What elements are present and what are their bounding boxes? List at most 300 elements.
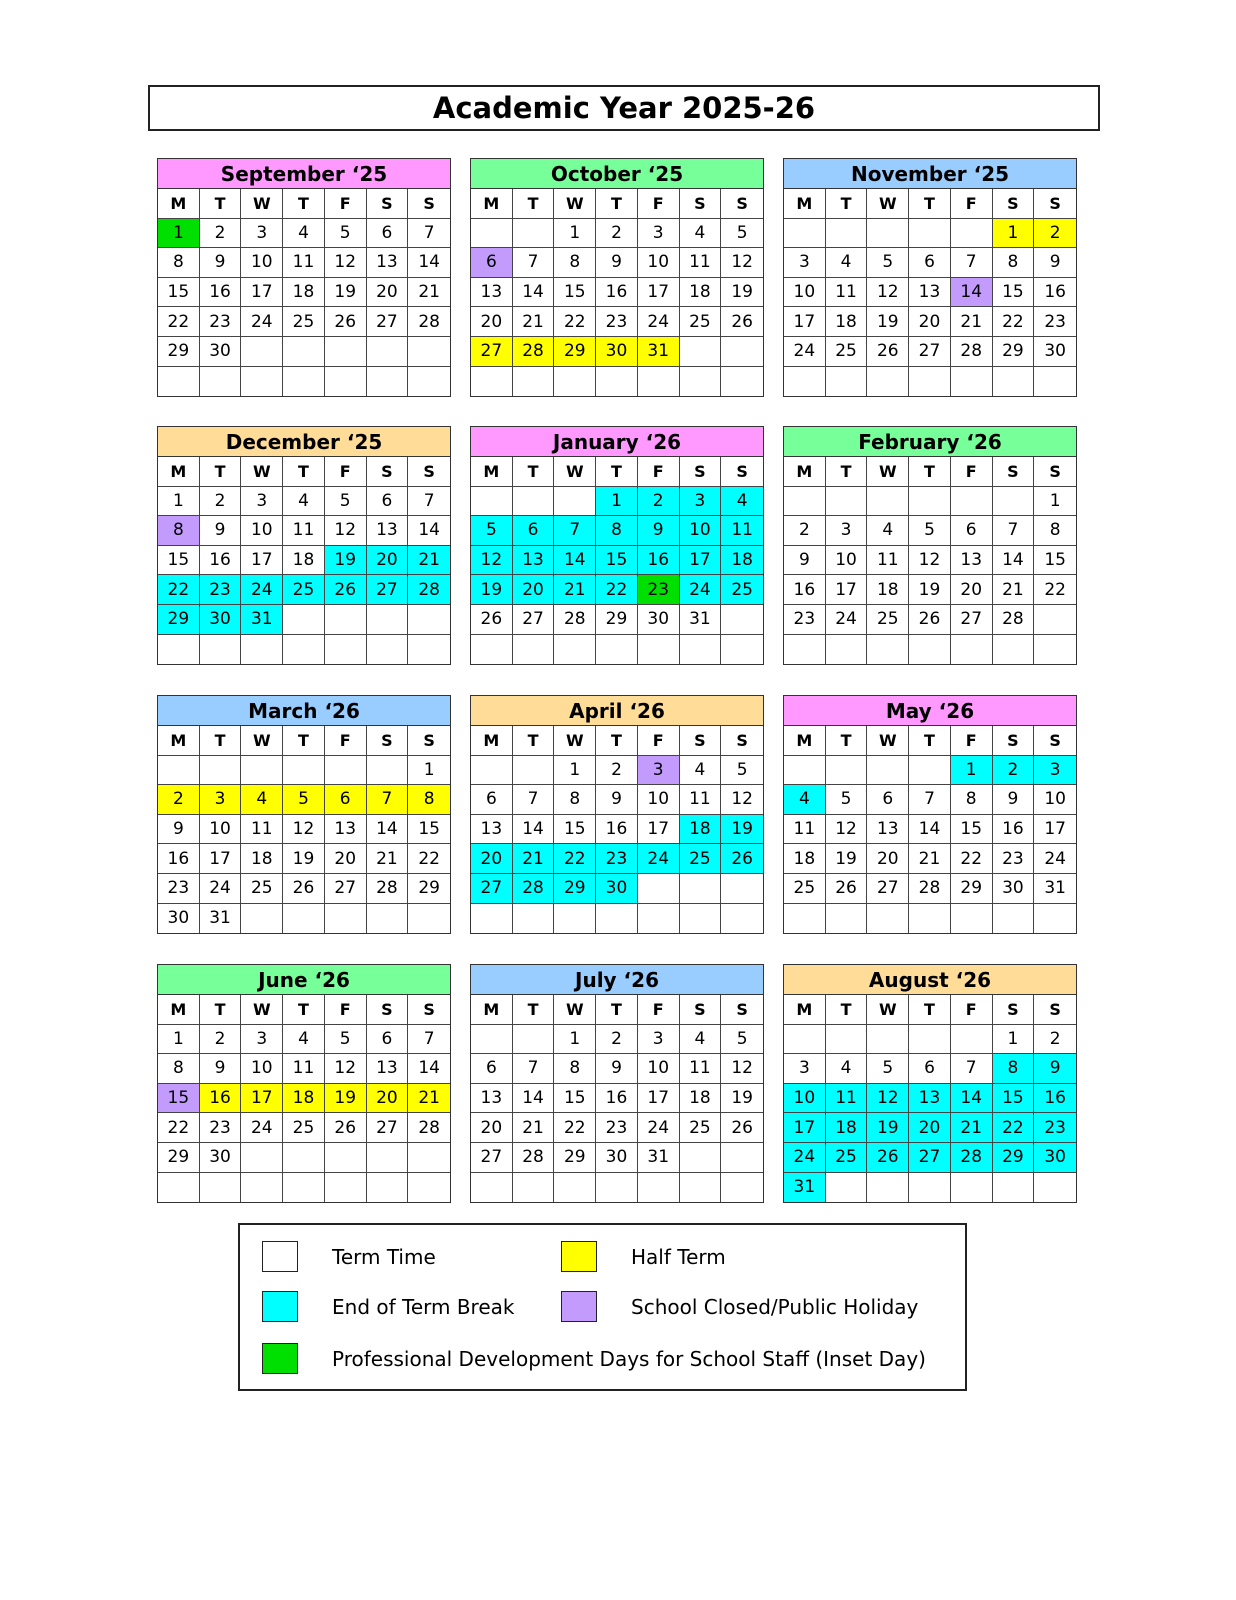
day-cell: 21 bbox=[951, 307, 993, 337]
day-cell: 11 bbox=[283, 1054, 325, 1084]
weekday-header: T bbox=[200, 189, 242, 219]
day-cell: 18 bbox=[680, 1084, 722, 1114]
weekday-header: W bbox=[241, 726, 283, 756]
day-cell: 20 bbox=[367, 546, 409, 576]
empty-cell bbox=[408, 1173, 450, 1203]
day-cell: 16 bbox=[1034, 278, 1076, 308]
day-cell: 9 bbox=[1034, 248, 1076, 278]
month-calendar bbox=[470, 964, 764, 1203]
day-cell: 26 bbox=[721, 1113, 763, 1143]
empty-cell bbox=[951, 904, 993, 934]
weekday-header: W bbox=[554, 457, 596, 487]
month-days-grid bbox=[784, 726, 1076, 933]
day-cell: 30 bbox=[638, 605, 680, 635]
day-cell: 9 bbox=[158, 815, 200, 845]
empty-cell bbox=[993, 487, 1035, 517]
day-cell: 23 bbox=[993, 844, 1035, 874]
day-cell: 29 bbox=[951, 874, 993, 904]
day-cell: 1 bbox=[951, 756, 993, 786]
day-cell: 18 bbox=[721, 546, 763, 576]
empty-cell bbox=[408, 337, 450, 367]
day-cell: 14 bbox=[408, 1054, 450, 1084]
day-cell: 4 bbox=[283, 1025, 325, 1055]
empty-cell bbox=[283, 904, 325, 934]
day-cell: 3 bbox=[200, 785, 242, 815]
day-cell: 7 bbox=[554, 516, 596, 546]
day-cell: 27 bbox=[367, 575, 409, 605]
day-cell: 15 bbox=[158, 1084, 200, 1114]
day-cell: 3 bbox=[784, 1054, 826, 1084]
day-cell: 10 bbox=[680, 516, 722, 546]
day-cell: 10 bbox=[241, 248, 283, 278]
end-of-term-break-swatch bbox=[262, 1291, 298, 1322]
day-cell: 13 bbox=[367, 516, 409, 546]
weekday-header: S bbox=[680, 457, 722, 487]
day-cell: 1 bbox=[993, 219, 1035, 249]
day-cell: 24 bbox=[680, 575, 722, 605]
day-cell: 14 bbox=[513, 278, 555, 308]
day-cell: 15 bbox=[554, 815, 596, 845]
day-cell: 24 bbox=[638, 844, 680, 874]
day-cell: 16 bbox=[993, 815, 1035, 845]
weekday-header: F bbox=[325, 189, 367, 219]
day-cell: 17 bbox=[638, 1084, 680, 1114]
day-cell: 30 bbox=[596, 337, 638, 367]
weekday-header: W bbox=[867, 995, 909, 1025]
term-time-swatch bbox=[262, 1241, 298, 1272]
empty-cell bbox=[283, 1173, 325, 1203]
day-cell: 17 bbox=[200, 844, 242, 874]
day-cell: 6 bbox=[325, 785, 367, 815]
month-calendar bbox=[783, 426, 1077, 665]
empty-cell bbox=[867, 1173, 909, 1203]
day-cell: 7 bbox=[993, 516, 1035, 546]
day-cell: 11 bbox=[283, 248, 325, 278]
day-cell: 1 bbox=[596, 487, 638, 517]
empty-cell bbox=[513, 756, 555, 786]
day-cell: 5 bbox=[867, 248, 909, 278]
empty-cell bbox=[867, 904, 909, 934]
day-cell: 15 bbox=[993, 1084, 1035, 1114]
day-cell: 8 bbox=[158, 248, 200, 278]
day-cell: 30 bbox=[596, 1143, 638, 1173]
empty-cell bbox=[951, 635, 993, 665]
day-cell: 9 bbox=[200, 1054, 242, 1084]
empty-cell bbox=[909, 367, 951, 397]
day-cell: 29 bbox=[596, 605, 638, 635]
empty-cell bbox=[721, 635, 763, 665]
empty-cell bbox=[241, 1143, 283, 1173]
empty-cell bbox=[826, 487, 868, 517]
weekday-header: S bbox=[367, 995, 409, 1025]
day-cell: 26 bbox=[721, 844, 763, 874]
day-cell: 11 bbox=[826, 278, 868, 308]
weekday-header: S bbox=[993, 189, 1035, 219]
legend-item-inset-day bbox=[262, 1343, 926, 1374]
day-cell: 14 bbox=[513, 1084, 555, 1114]
empty-cell bbox=[909, 756, 951, 786]
day-cell: 28 bbox=[408, 307, 450, 337]
day-cell: 16 bbox=[784, 575, 826, 605]
legend-label-end-of-term-break: End of Term Break bbox=[332, 1294, 515, 1319]
day-cell: 28 bbox=[513, 337, 555, 367]
day-cell: 25 bbox=[680, 844, 722, 874]
day-cell: 19 bbox=[325, 1084, 367, 1114]
empty-cell bbox=[826, 756, 868, 786]
empty-cell bbox=[283, 756, 325, 786]
empty-cell bbox=[158, 756, 200, 786]
day-cell: 31 bbox=[680, 605, 722, 635]
weekday-header: S bbox=[680, 189, 722, 219]
day-cell: 14 bbox=[513, 815, 555, 845]
day-cell: 2 bbox=[784, 516, 826, 546]
empty-cell bbox=[513, 487, 555, 517]
weekday-header: W bbox=[867, 457, 909, 487]
day-cell: 1 bbox=[554, 219, 596, 249]
empty-cell bbox=[471, 904, 513, 934]
day-cell: 6 bbox=[367, 219, 409, 249]
empty-cell bbox=[867, 635, 909, 665]
empty-cell bbox=[325, 635, 367, 665]
empty-cell bbox=[909, 487, 951, 517]
month-calendar bbox=[157, 426, 451, 665]
day-cell: 12 bbox=[325, 1054, 367, 1084]
legend-label-school-closed: School Closed/Public Holiday bbox=[631, 1294, 919, 1319]
day-cell: 12 bbox=[826, 815, 868, 845]
empty-cell bbox=[1034, 635, 1076, 665]
day-cell: 17 bbox=[784, 1113, 826, 1143]
day-cell: 27 bbox=[325, 874, 367, 904]
empty-cell bbox=[325, 1143, 367, 1173]
month-days-grid bbox=[471, 995, 763, 1202]
weekday-header: T bbox=[909, 995, 951, 1025]
day-cell: 21 bbox=[408, 1084, 450, 1114]
day-cell: 3 bbox=[826, 516, 868, 546]
day-cell: 20 bbox=[909, 1113, 951, 1143]
empty-cell bbox=[784, 904, 826, 934]
weekday-header: W bbox=[554, 726, 596, 756]
day-cell: 2 bbox=[596, 1025, 638, 1055]
weekday-header: F bbox=[325, 457, 367, 487]
day-cell: 11 bbox=[784, 815, 826, 845]
day-cell: 13 bbox=[367, 248, 409, 278]
day-cell: 17 bbox=[826, 575, 868, 605]
day-cell: 23 bbox=[200, 1113, 242, 1143]
month-days-grid bbox=[784, 995, 1076, 1202]
day-cell: 29 bbox=[158, 337, 200, 367]
empty-cell bbox=[721, 1143, 763, 1173]
empty-cell bbox=[408, 904, 450, 934]
day-cell: 25 bbox=[680, 307, 722, 337]
day-cell: 5 bbox=[325, 219, 367, 249]
day-cell: 23 bbox=[784, 605, 826, 635]
day-cell: 27 bbox=[909, 1143, 951, 1173]
empty-cell bbox=[367, 756, 409, 786]
empty-cell bbox=[325, 367, 367, 397]
day-cell: 7 bbox=[909, 785, 951, 815]
day-cell: 11 bbox=[867, 546, 909, 576]
weekday-header: M bbox=[471, 726, 513, 756]
month-title: May ‘26 bbox=[784, 696, 1076, 726]
month-title: September ‘25 bbox=[158, 159, 450, 189]
day-cell: 31 bbox=[1034, 874, 1076, 904]
day-cell: 17 bbox=[638, 278, 680, 308]
weekday-header: S bbox=[1034, 995, 1076, 1025]
day-cell: 28 bbox=[554, 605, 596, 635]
empty-cell bbox=[241, 1173, 283, 1203]
day-cell: 6 bbox=[909, 1054, 951, 1084]
day-cell: 24 bbox=[638, 307, 680, 337]
day-cell: 1 bbox=[1034, 487, 1076, 517]
day-cell: 28 bbox=[367, 874, 409, 904]
day-cell: 25 bbox=[721, 575, 763, 605]
day-cell: 3 bbox=[241, 487, 283, 517]
day-cell: 2 bbox=[638, 487, 680, 517]
day-cell: 10 bbox=[638, 1054, 680, 1084]
weekday-header: S bbox=[993, 726, 1035, 756]
empty-cell bbox=[951, 1025, 993, 1055]
day-cell: 24 bbox=[784, 337, 826, 367]
empty-cell bbox=[471, 219, 513, 249]
day-cell: 16 bbox=[596, 1084, 638, 1114]
day-cell: 16 bbox=[638, 546, 680, 576]
day-cell: 21 bbox=[513, 307, 555, 337]
day-cell: 17 bbox=[638, 815, 680, 845]
day-cell: 29 bbox=[554, 874, 596, 904]
day-cell: 4 bbox=[283, 219, 325, 249]
weekday-header: F bbox=[325, 995, 367, 1025]
day-cell: 5 bbox=[325, 1025, 367, 1055]
day-cell: 14 bbox=[408, 516, 450, 546]
day-cell: 16 bbox=[200, 278, 242, 308]
empty-cell bbox=[241, 756, 283, 786]
day-cell: 23 bbox=[596, 1113, 638, 1143]
weekday-header: M bbox=[471, 457, 513, 487]
weekday-header: W bbox=[241, 995, 283, 1025]
day-cell: 9 bbox=[1034, 1054, 1076, 1084]
empty-cell bbox=[283, 337, 325, 367]
day-cell: 18 bbox=[680, 815, 722, 845]
day-cell: 21 bbox=[951, 1113, 993, 1143]
month-days-grid bbox=[158, 189, 450, 396]
day-cell: 20 bbox=[513, 575, 555, 605]
empty-cell bbox=[471, 487, 513, 517]
day-cell: 29 bbox=[158, 605, 200, 635]
day-cell: 10 bbox=[638, 785, 680, 815]
day-cell: 17 bbox=[241, 1084, 283, 1114]
day-cell: 1 bbox=[554, 756, 596, 786]
empty-cell bbox=[867, 756, 909, 786]
day-cell: 1 bbox=[158, 1025, 200, 1055]
month-title: June ‘26 bbox=[158, 965, 450, 995]
month-title: January ‘26 bbox=[471, 427, 763, 457]
day-cell: 14 bbox=[554, 546, 596, 576]
empty-cell bbox=[325, 337, 367, 367]
empty-cell bbox=[638, 1173, 680, 1203]
weekday-header: M bbox=[471, 995, 513, 1025]
month-days-grid bbox=[471, 457, 763, 664]
weekday-header: M bbox=[158, 189, 200, 219]
day-cell: 8 bbox=[158, 516, 200, 546]
empty-cell bbox=[283, 1143, 325, 1173]
empty-cell bbox=[513, 367, 555, 397]
empty-cell bbox=[325, 1173, 367, 1203]
day-cell: 17 bbox=[241, 546, 283, 576]
day-cell: 13 bbox=[951, 546, 993, 576]
empty-cell bbox=[993, 1173, 1035, 1203]
empty-cell bbox=[951, 367, 993, 397]
day-cell: 4 bbox=[680, 756, 722, 786]
day-cell: 14 bbox=[951, 1084, 993, 1114]
empty-cell bbox=[241, 904, 283, 934]
day-cell: 17 bbox=[241, 278, 283, 308]
day-cell: 20 bbox=[471, 307, 513, 337]
empty-cell bbox=[554, 904, 596, 934]
weekday-header: S bbox=[1034, 726, 1076, 756]
day-cell: 24 bbox=[241, 1113, 283, 1143]
month-calendar bbox=[157, 964, 451, 1203]
empty-cell bbox=[554, 635, 596, 665]
day-cell: 31 bbox=[638, 1143, 680, 1173]
day-cell: 3 bbox=[241, 1025, 283, 1055]
day-cell: 10 bbox=[784, 1084, 826, 1114]
day-cell: 29 bbox=[554, 1143, 596, 1173]
day-cell: 15 bbox=[158, 546, 200, 576]
month-calendar bbox=[783, 964, 1077, 1203]
weekday-header: T bbox=[200, 995, 242, 1025]
day-cell: 12 bbox=[909, 546, 951, 576]
empty-cell bbox=[241, 635, 283, 665]
empty-cell bbox=[471, 1173, 513, 1203]
day-cell: 16 bbox=[596, 278, 638, 308]
day-cell: 17 bbox=[680, 546, 722, 576]
weekday-header: S bbox=[993, 995, 1035, 1025]
day-cell: 21 bbox=[993, 575, 1035, 605]
day-cell: 23 bbox=[158, 874, 200, 904]
day-cell: 8 bbox=[554, 785, 596, 815]
day-cell: 2 bbox=[200, 219, 242, 249]
empty-cell bbox=[951, 1173, 993, 1203]
day-cell: 9 bbox=[200, 516, 242, 546]
day-cell: 27 bbox=[909, 337, 951, 367]
day-cell: 6 bbox=[367, 487, 409, 517]
weekday-header: T bbox=[283, 726, 325, 756]
day-cell: 2 bbox=[158, 785, 200, 815]
empty-cell bbox=[721, 605, 763, 635]
day-cell: 24 bbox=[200, 874, 242, 904]
weekday-header: S bbox=[721, 726, 763, 756]
day-cell: 7 bbox=[367, 785, 409, 815]
page-title: Academic Year 2025-26 bbox=[432, 91, 816, 125]
weekday-header: M bbox=[784, 189, 826, 219]
legend-item-term-time bbox=[262, 1241, 436, 1272]
day-cell: 25 bbox=[283, 307, 325, 337]
day-cell: 2 bbox=[1034, 1025, 1076, 1055]
day-cell: 22 bbox=[951, 844, 993, 874]
day-cell: 25 bbox=[867, 605, 909, 635]
day-cell: 14 bbox=[951, 278, 993, 308]
empty-cell bbox=[826, 904, 868, 934]
month-calendar bbox=[783, 158, 1077, 397]
empty-cell bbox=[1034, 605, 1076, 635]
day-cell: 29 bbox=[993, 1143, 1035, 1173]
day-cell: 16 bbox=[200, 546, 242, 576]
day-cell: 8 bbox=[554, 1054, 596, 1084]
day-cell: 29 bbox=[158, 1143, 200, 1173]
day-cell: 19 bbox=[471, 575, 513, 605]
day-cell: 8 bbox=[158, 1054, 200, 1084]
day-cell: 7 bbox=[951, 248, 993, 278]
day-cell: 18 bbox=[680, 278, 722, 308]
day-cell: 3 bbox=[638, 756, 680, 786]
day-cell: 28 bbox=[513, 1143, 555, 1173]
empty-cell bbox=[513, 635, 555, 665]
weekday-header: S bbox=[408, 189, 450, 219]
day-cell: 20 bbox=[471, 844, 513, 874]
empty-cell bbox=[867, 1025, 909, 1055]
day-cell: 25 bbox=[826, 337, 868, 367]
day-cell: 22 bbox=[554, 1113, 596, 1143]
empty-cell bbox=[367, 1173, 409, 1203]
legend-item-school-closed bbox=[561, 1291, 918, 1322]
weekday-header: S bbox=[408, 995, 450, 1025]
day-cell: 28 bbox=[951, 337, 993, 367]
empty-cell bbox=[826, 1025, 868, 1055]
day-cell: 26 bbox=[325, 307, 367, 337]
empty-cell bbox=[200, 1173, 242, 1203]
weekday-header: S bbox=[367, 457, 409, 487]
day-cell: 4 bbox=[867, 516, 909, 546]
day-cell: 20 bbox=[867, 844, 909, 874]
month-days-grid bbox=[471, 189, 763, 396]
empty-cell bbox=[721, 367, 763, 397]
weekday-header: S bbox=[721, 189, 763, 219]
weekday-header: T bbox=[513, 726, 555, 756]
day-cell: 24 bbox=[241, 307, 283, 337]
empty-cell bbox=[680, 1173, 722, 1203]
day-cell: 12 bbox=[471, 546, 513, 576]
day-cell: 24 bbox=[784, 1143, 826, 1173]
empty-cell bbox=[158, 367, 200, 397]
empty-cell bbox=[638, 904, 680, 934]
empty-cell bbox=[471, 756, 513, 786]
empty-cell bbox=[325, 605, 367, 635]
weekday-header: M bbox=[784, 726, 826, 756]
day-cell: 12 bbox=[867, 278, 909, 308]
day-cell: 26 bbox=[867, 1143, 909, 1173]
empty-cell bbox=[367, 635, 409, 665]
month-days-grid bbox=[471, 726, 763, 933]
day-cell: 24 bbox=[638, 1113, 680, 1143]
day-cell: 15 bbox=[554, 1084, 596, 1114]
day-cell: 8 bbox=[1034, 516, 1076, 546]
day-cell: 13 bbox=[471, 1084, 513, 1114]
day-cell: 28 bbox=[513, 874, 555, 904]
day-cell: 1 bbox=[408, 756, 450, 786]
month-title: November ‘25 bbox=[784, 159, 1076, 189]
empty-cell bbox=[158, 1173, 200, 1203]
month-days-grid bbox=[784, 189, 1076, 396]
month-title: October ‘25 bbox=[471, 159, 763, 189]
day-cell: 12 bbox=[867, 1084, 909, 1114]
weekday-header: F bbox=[951, 457, 993, 487]
day-cell: 4 bbox=[826, 1054, 868, 1084]
month-calendar bbox=[783, 695, 1077, 934]
day-cell: 2 bbox=[993, 756, 1035, 786]
empty-cell bbox=[909, 1025, 951, 1055]
day-cell: 26 bbox=[325, 575, 367, 605]
weekday-header: W bbox=[554, 189, 596, 219]
